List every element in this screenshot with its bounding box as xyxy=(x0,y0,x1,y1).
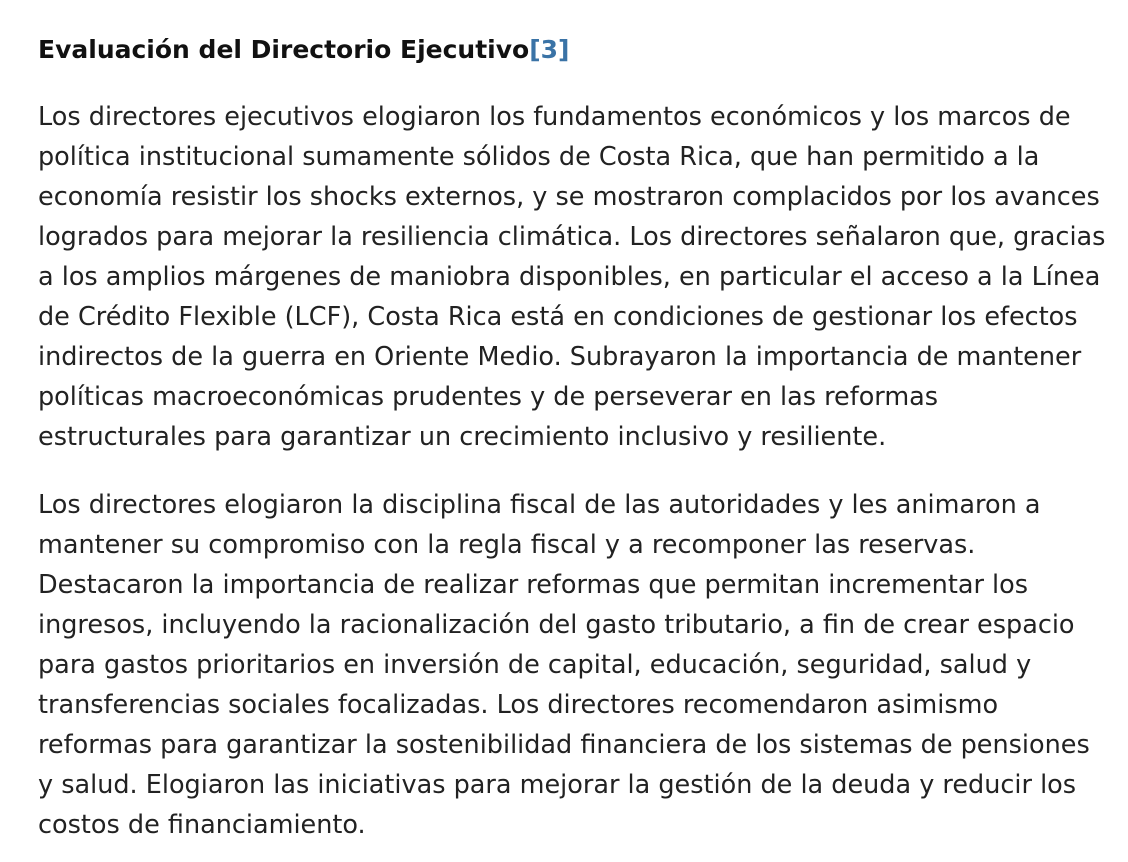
paragraph-1 xyxy=(38,97,1118,457)
footnote-link[interactable]: [3] xyxy=(529,35,570,64)
paragraph-line: Destacaron la importancia de realizar reformas que permitan incrementar los xyxy=(38,570,1029,600)
paragraph-line: logrados para mejorar la resiliencia climática. Los directores señalaron que, gracias xyxy=(38,222,1106,252)
paragraph-line: indirectos de la guerra en Oriente Medio. Subrayaron la importancia de mantener xyxy=(38,342,1082,372)
paragraph-line: Los directores ejecutivos elogiaron los fundamentos económicos y los marcos de xyxy=(38,102,1071,132)
section-heading xyxy=(38,30,1118,70)
paragraph-line: ingresos, incluyendo la racionalización del gasto tributario, a fin de crear espacio xyxy=(38,610,1075,640)
paragraph-2 xyxy=(38,485,1118,845)
paragraph-line: economía resistir los shocks externos, y se mostraron complacidos por los avances xyxy=(38,182,1100,212)
paragraph-line: política institucional sumamente sólidos de Costa Rica, que han permitido a la xyxy=(38,142,1040,172)
paragraph-line: para gastos prioritarios en inversión de capital, educación, seguridad, salud y xyxy=(38,650,1032,680)
paragraph-line: mantener su compromiso con la regla fiscal y a recomponer las reservas. xyxy=(38,530,976,560)
paragraph-line: políticas macroeconómicas prudentes y de perseverar en las reformas xyxy=(38,382,939,412)
section-heading-text: Evaluación del Directorio Ejecutivo xyxy=(38,35,530,64)
article-section xyxy=(38,30,1118,845)
paragraph-line: reformas para garantizar la sostenibilidad financiera de los sistemas de pensiones xyxy=(38,730,1090,760)
paragraph-line: Los directores elogiaron la disciplina fiscal de las autoridades y les animaron a xyxy=(38,490,1041,520)
paragraph-line: estructurales para garantizar un crecimiento inclusivo y resiliente. xyxy=(38,422,887,452)
paragraph-line: y salud. Elogiaron las iniciativas para mejorar la gestión de la deuda y reducir los xyxy=(38,770,1077,800)
paragraph-line: transferencias sociales focalizadas. Los directores recomendaron asimismo xyxy=(38,690,999,720)
paragraph-line: de Crédito Flexible (LCF), Costa Rica está en condiciones de gestionar los efectos xyxy=(38,302,1078,332)
paragraph-line: a los amplios márgenes de maniobra disponibles, en particular el acceso a la Línea xyxy=(38,262,1101,292)
paragraph-line: costos de financiamiento. xyxy=(38,810,366,840)
